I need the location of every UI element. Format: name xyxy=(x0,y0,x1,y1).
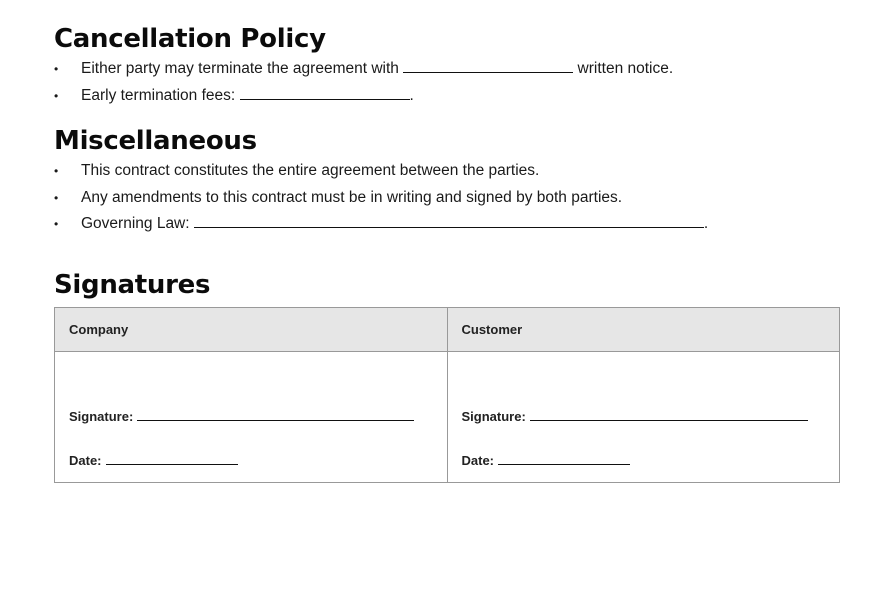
company-date-row xyxy=(69,452,238,468)
item-text: Governing Law: xyxy=(81,215,190,232)
bullet-icon: • xyxy=(54,62,59,76)
bullet-icon: • xyxy=(54,217,59,231)
bullet-icon: • xyxy=(54,88,59,103)
signature-table-body xyxy=(55,352,839,482)
customer-date-field[interactable] xyxy=(498,452,630,465)
cancellation-list xyxy=(54,56,840,109)
item-text: This contract constitutes the entire agreement between the parties. xyxy=(81,162,540,179)
signature-table-header xyxy=(55,308,839,352)
company-signature-row xyxy=(69,408,414,424)
date-label: Date: xyxy=(69,452,102,468)
signature-label: Signature: xyxy=(69,408,134,424)
customer-column-header: Customer xyxy=(447,308,840,351)
company-date-field[interactable] xyxy=(106,452,238,465)
item-text-after: . xyxy=(703,215,709,232)
signature-table xyxy=(54,307,840,483)
item-text: Any amendments to this contract must be in writing and signed by both parties. xyxy=(81,188,623,206)
item-text: Early termination fees: xyxy=(81,86,236,104)
list-item xyxy=(54,83,840,110)
termination-fee-blank[interactable] xyxy=(240,87,410,100)
signature-label: Signature: xyxy=(461,408,526,424)
bullet-icon: • xyxy=(54,190,59,205)
customer-date-row xyxy=(462,452,631,468)
notice-period-blank[interactable] xyxy=(403,60,573,73)
cancellation-heading: Cancellation Policy xyxy=(54,24,326,54)
company-column-header: Company xyxy=(69,321,129,337)
item-text: Either party may terminate the agreement with xyxy=(81,60,399,77)
bullet-icon: • xyxy=(54,164,59,178)
customer-signature-row xyxy=(462,408,808,424)
company-signature-field[interactable] xyxy=(137,408,414,421)
item-text-after: written notice. xyxy=(577,60,674,77)
list-item xyxy=(54,158,840,185)
list-item xyxy=(54,56,840,83)
item-text-after: . xyxy=(409,86,414,104)
list-item xyxy=(54,185,840,212)
miscellaneous-section xyxy=(54,124,840,238)
governing-law-blank[interactable] xyxy=(194,215,704,228)
signatures-heading: Signatures xyxy=(54,269,211,300)
customer-signature-cell xyxy=(447,352,840,482)
signatures-section xyxy=(54,268,840,483)
miscellaneous-list xyxy=(54,158,840,238)
miscellaneous-heading: Miscellaneous xyxy=(54,126,257,156)
customer-signature-field[interactable] xyxy=(530,408,808,421)
company-signature-cell xyxy=(55,352,447,482)
cancellation-section xyxy=(54,22,840,109)
contract-page xyxy=(54,22,840,483)
list-item xyxy=(54,211,840,238)
date-label: Date: xyxy=(461,452,495,468)
